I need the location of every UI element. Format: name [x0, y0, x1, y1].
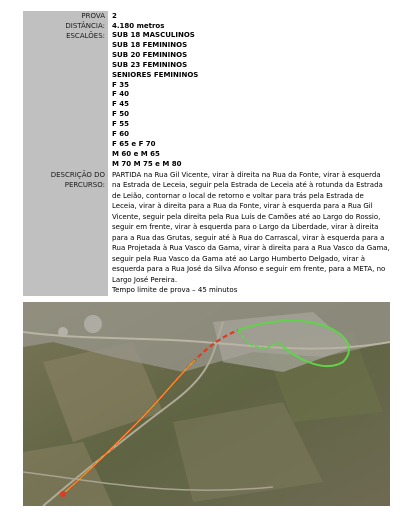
descricao-block	[108, 170, 390, 296]
descricao-text: PARTIDA na Rua Gil Vicente, virar à direita na Rua da Fonte, virar à esquerda na Estrada de Leceia, seguir pela Estrada de Leceia até à rotunda da Estrada de Leião, contornar o local de retorno e voltar para trás pela Estrada de Leceia, virar à direita para a Rua da Fonte, virar à esquerda para a Rua Gil Vicente, seguir pela direita pela Rua Luís de Camões até ao Largo do Rossio, seguir em frente, virar à esquerda para o Largo da Liberdade, virar à direita para a Rua das Grutas, seguir até à Rua do Carrascal, virar à esquerda para a Rua Projetada à Rua Vasco da Gama, virar à direita para a Rua Vasco da Gama, seguir pela Rua Vasco da Gama até ao Largo Humberto Delgado, virar à esquerda para a Rua José da Silva Afonso e seguir em frente, para a META, no Largo José Pereira.	[112, 170, 390, 284]
escalao-item: M 60 e M 65	[112, 149, 160, 158]
tempo-limite: Tempo limite de prova – 45 minutos	[112, 286, 238, 295]
escalao-item: F 45	[112, 100, 129, 109]
label-escaloes: ESCALÕES:	[23, 31, 108, 170]
escalao-item: SENIORES FEMININOS	[112, 70, 199, 79]
escalao-item: SUB 18 FEMININOS	[112, 40, 188, 49]
label-distancia: DISTÂNCIA:	[23, 21, 108, 31]
escaloes-list	[108, 31, 390, 170]
escalao-item: F 55	[112, 120, 129, 129]
escalao-item: M 70 M 75 e M 80	[112, 159, 182, 168]
row-descricao	[23, 170, 390, 296]
row-distancia	[23, 21, 390, 31]
row-prova	[23, 11, 390, 21]
value-prova: 2	[112, 12, 117, 20]
label-prova: PROVA	[23, 11, 108, 21]
escalao-item: F 40	[112, 90, 129, 99]
escalao-item: F 65 e F 70	[112, 139, 156, 148]
escalao-item: F 50	[112, 110, 129, 119]
label-descricao: DESCRIÇÃO DO PERCURSO:	[23, 170, 108, 296]
value-distancia: 4.180 metros	[112, 22, 165, 30]
escalao-item: SUB 23 FEMININOS	[112, 60, 188, 69]
row-escaloes	[23, 31, 390, 170]
escalao-item: F 35	[112, 80, 129, 89]
escalao-item: F 60	[112, 130, 129, 139]
race-info-table	[23, 11, 390, 296]
route-map	[23, 302, 390, 506]
satellite-map-image	[23, 302, 390, 506]
escalao-item: SUB 20 FEMININOS	[112, 50, 188, 59]
escalao-item: SUB 18 MASCULINOS	[112, 31, 195, 39]
